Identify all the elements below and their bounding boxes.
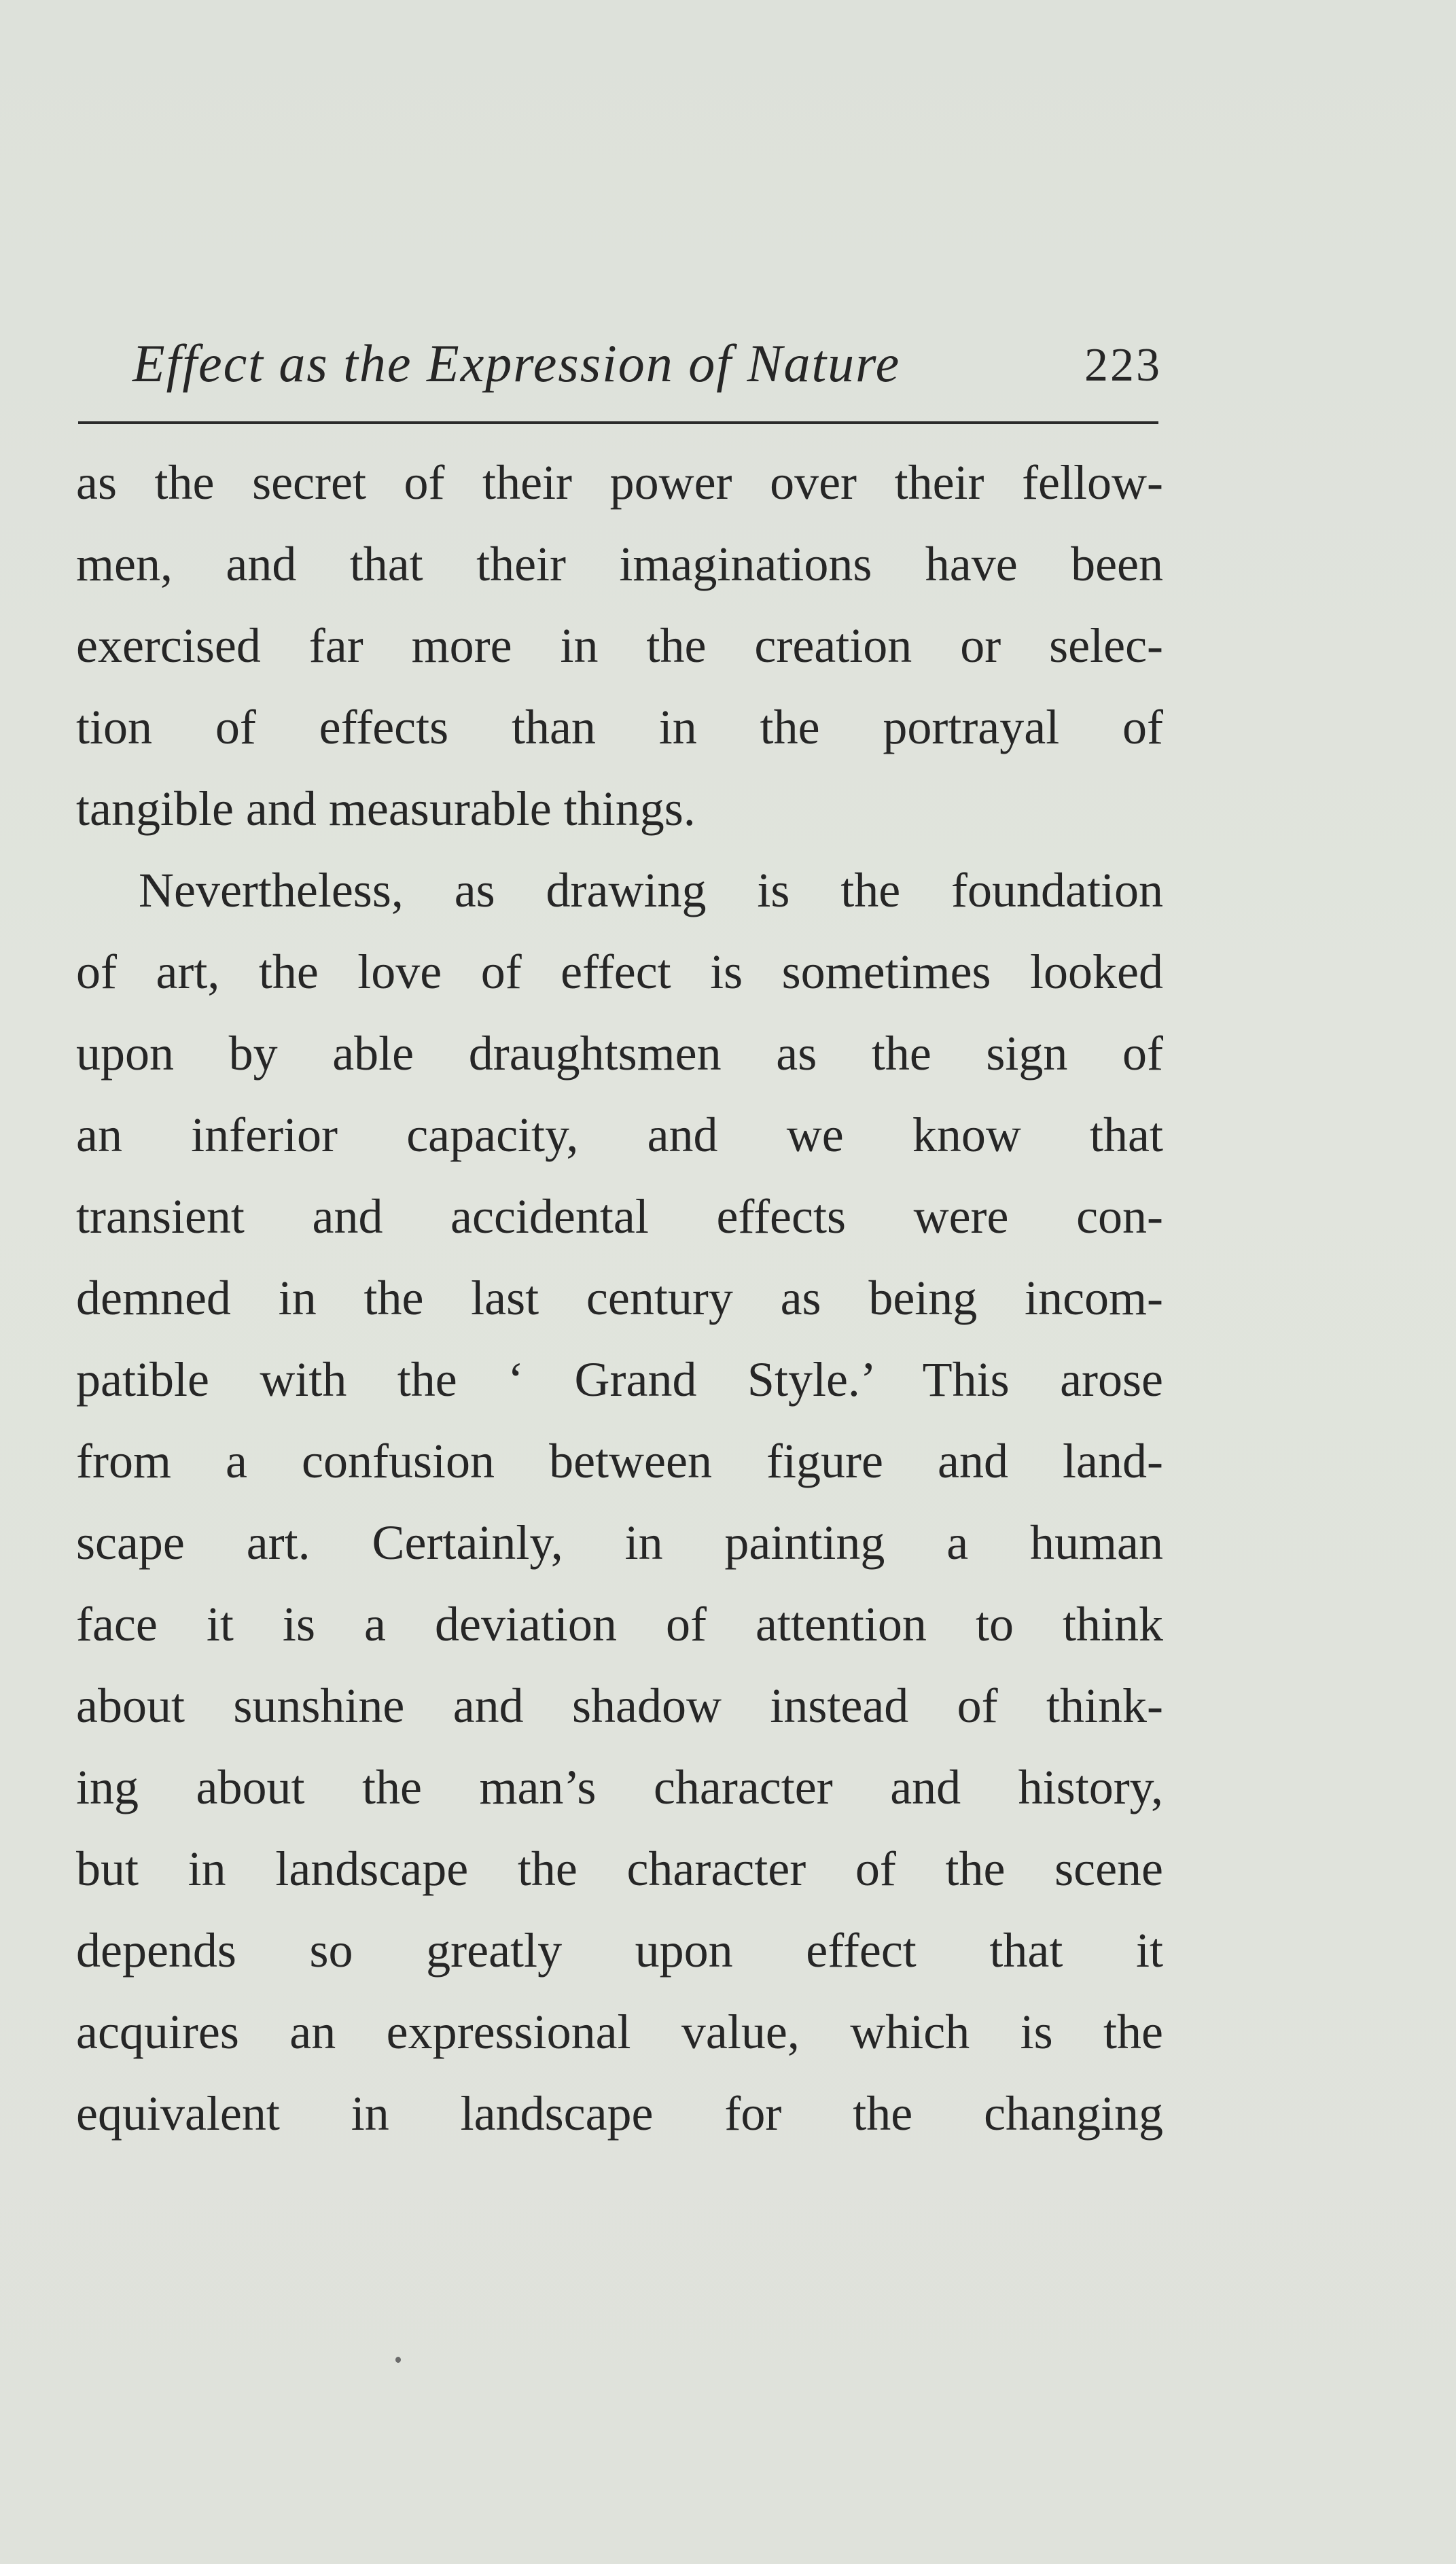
page-number: 223: [1084, 339, 1162, 391]
text-line: ing about the man’s character and history,: [76, 1760, 1163, 1814]
text-line: depends so greatly upon effect that it: [76, 1923, 1163, 1978]
text-line: scape art. Certainly, in painting a human: [76, 1515, 1163, 1570]
paper-speck: [395, 2357, 401, 2363]
text-line: about sunshine and shadow instead of think-: [76, 1679, 1163, 1733]
header-rule: [78, 421, 1158, 424]
text-line: acquires an expressional value, which is the: [76, 2005, 1163, 2059]
body-text: [76, 442, 1163, 2154]
running-title: Effect as the Expression of Nature: [132, 334, 901, 393]
text-line: of art, the love of effect is sometimes looked: [76, 945, 1163, 999]
text-line: face it is a deviation of attention to think: [76, 1597, 1163, 1651]
text-line: from a confusion between figure and land-: [76, 1434, 1163, 1488]
text-line: demned in the last century as being incom-: [76, 1271, 1163, 1325]
text-line: tangible and measurable things.: [76, 782, 696, 836]
text-line: men, and that their imaginations have been: [76, 537, 1163, 591]
text-line: tion of effects than in the portrayal of: [76, 700, 1163, 754]
text-line: but in landscape the character of the scene: [76, 1842, 1163, 1896]
text-line: patible with the ‘ Grand Style.’ This arose: [76, 1352, 1163, 1407]
text-line: exercised far more in the creation or selec-: [76, 618, 1163, 673]
text-line: equivalent in landscape for the changing: [76, 2086, 1163, 2141]
text-line: as the secret of their power over their fellow-: [76, 455, 1163, 510]
text-line: transient and accidental effects were con-: [76, 1189, 1163, 1244]
text-line: upon by able draughtsmen as the sign of: [76, 1026, 1163, 1081]
page-header: [78, 326, 1162, 408]
text-line: an inferior capacity, and we know that: [76, 1108, 1163, 1162]
text-line: Nevertheless, as drawing is the foundation: [139, 863, 1163, 917]
